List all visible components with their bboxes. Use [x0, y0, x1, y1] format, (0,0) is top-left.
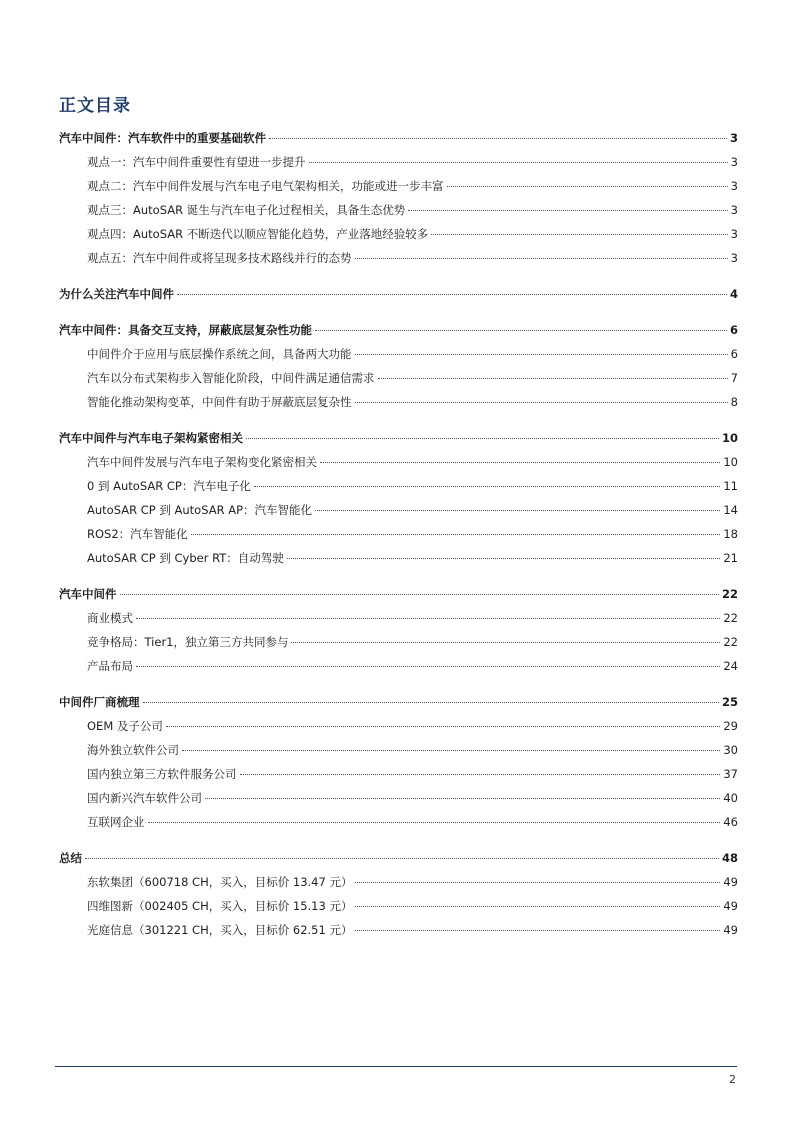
toc-entry-title: 中间件厂商梳理 — [59, 695, 140, 709]
toc-subsection-entry[interactable] — [59, 390, 738, 414]
toc-subsection-entry[interactable] — [59, 474, 738, 498]
toc-subsection-entry[interactable] — [59, 870, 738, 894]
toc-entry-page: 22 — [721, 587, 738, 601]
toc-entry-page: 30 — [723, 743, 738, 757]
toc-subsection-entry[interactable] — [59, 546, 738, 570]
toc-subsection-entry[interactable] — [59, 498, 738, 522]
toc-entry-title: 汽车中间件与汽车电子架构紧密相关 — [59, 431, 243, 445]
footer-divider — [55, 1066, 737, 1067]
toc-entry-page: 49 — [723, 899, 738, 913]
toc-chapter-entry[interactable] — [59, 282, 738, 306]
toc-entry-page: 3 — [730, 203, 738, 217]
toc-entry-page: 8 — [730, 395, 738, 409]
toc-entry-title: OEM 及子公司 — [87, 719, 163, 733]
page-title: 正文目录 — [59, 96, 131, 116]
toc-subsection-entry[interactable] — [59, 606, 738, 630]
toc-entry-title: 智能化推动架构变革，中间件有助于屏蔽底层复杂性 — [87, 395, 352, 409]
toc-entry-title: 为什么关注汽车中间件 — [59, 287, 174, 301]
toc-entry-page: 24 — [723, 659, 738, 673]
toc-entry-page: 6 — [729, 323, 738, 337]
toc-entry-page: 7 — [730, 371, 738, 385]
toc-entry-page: 21 — [723, 551, 738, 565]
dot-leader — [205, 798, 720, 799]
toc-section — [59, 426, 738, 570]
toc-entry-page: 3 — [729, 131, 738, 145]
toc-entry-title: 海外独立软件公司 — [87, 743, 179, 757]
toc-subsection-entry[interactable] — [59, 150, 738, 174]
toc-entry-page: 48 — [721, 851, 738, 865]
dot-leader — [355, 882, 720, 883]
toc-entry-page: 10 — [723, 455, 738, 469]
toc-entry-title: 汽车中间件 — [59, 587, 117, 601]
toc-entry-page: 3 — [730, 227, 738, 241]
toc-entry-title: AutoSAR CP 到 Cyber RT：自动驾驶 — [87, 551, 284, 565]
toc-entry-page: 3 — [730, 251, 738, 265]
toc-entry-page: 18 — [723, 527, 738, 541]
dot-leader — [315, 330, 727, 331]
dot-leader — [355, 354, 728, 355]
toc-subsection-entry[interactable] — [59, 366, 738, 390]
toc-entry-page: 25 — [721, 695, 738, 709]
dot-leader — [246, 438, 719, 439]
dot-leader — [355, 906, 720, 907]
toc-chapter-entry[interactable] — [59, 690, 738, 714]
dot-leader — [177, 294, 727, 295]
dot-leader — [378, 378, 728, 379]
toc-subsection-entry[interactable] — [59, 174, 738, 198]
toc-entry-title: 0 到 AutoSAR CP：汽车电子化 — [87, 479, 251, 493]
toc-subsection-entry[interactable] — [59, 450, 738, 474]
toc-subsection-entry[interactable] — [59, 918, 738, 942]
dot-leader — [182, 750, 720, 751]
toc-entry-title: AutoSAR CP 到 AutoSAR AP：汽车智能化 — [87, 503, 313, 517]
toc-subsection-entry[interactable] — [59, 246, 738, 270]
toc-entry-title: 总结 — [59, 851, 82, 865]
toc-entry-title: 观点五：汽车中间件或将呈现多技术路线并行的态势 — [87, 251, 352, 265]
toc-entry-title: 观点二：汽车中间件发展与汽车电子电气架构相关，功能或进一步丰富 — [87, 179, 444, 193]
dot-leader — [120, 594, 719, 595]
toc-entry-title: 观点一：汽车中间件重要性有望进一步提升 — [87, 155, 306, 169]
toc-entry-title: 互联网企业 — [87, 815, 145, 829]
toc-chapter-entry[interactable] — [59, 126, 738, 150]
toc-section — [59, 582, 738, 678]
toc-entry-title: 商业模式 — [87, 611, 133, 625]
dot-leader — [85, 858, 719, 859]
toc-entry-page: 6 — [730, 347, 738, 361]
toc-entry-page: 49 — [723, 875, 738, 889]
toc-entry-title: 竞争格局：Tier1，独立第三方共同参与 — [87, 635, 289, 649]
toc-entry-page: 3 — [730, 155, 738, 169]
dot-leader — [240, 774, 721, 775]
toc-entry-title: 产品布局 — [87, 659, 133, 673]
toc-entry-page: 11 — [723, 479, 738, 493]
toc-entry-page: 37 — [723, 767, 738, 781]
dot-leader — [136, 618, 720, 619]
toc-section — [59, 690, 738, 834]
toc-entry-title: 汽车以分布式架构步入智能化阶段，中间件满足通信需求 — [87, 371, 375, 385]
toc-entry-page: 4 — [729, 287, 738, 301]
dot-leader — [309, 162, 728, 163]
toc-entry-title: 光庭信息（301221 CH，买入，目标价 62.51 元） — [87, 923, 353, 937]
toc-section — [59, 282, 738, 306]
toc-entry-title: 汽车中间件发展与汽车电子架构变化紧密相关 — [87, 455, 317, 469]
dot-leader — [254, 486, 721, 487]
toc-entry-page: 22 — [723, 635, 738, 649]
toc-entry-title: 中间件介于应用与底层操作系统之间，具备两大功能 — [87, 347, 352, 361]
toc-entry-page: 14 — [723, 503, 738, 517]
dot-leader — [166, 726, 720, 727]
dot-leader — [355, 402, 728, 403]
dot-leader — [431, 234, 727, 235]
toc-chapter-entry[interactable] — [59, 846, 738, 870]
toc-subsection-entry[interactable] — [59, 894, 738, 918]
toc-subsection-entry[interactable] — [59, 762, 738, 786]
toc-entry-title: 四维图新（002405 CH，买入，目标价 15.13 元） — [87, 899, 353, 913]
toc-subsection-entry[interactable] — [59, 738, 738, 762]
toc-entry-title: 观点三：AutoSAR 诞生与汽车电子化过程相关，具备生态优势 — [87, 203, 406, 217]
toc-entry-title: 汽车中间件：具备交互支持，屏蔽底层复杂性功能 — [59, 323, 312, 337]
toc-entry-page: 3 — [730, 179, 738, 193]
toc-chapter-entry[interactable] — [59, 426, 738, 450]
toc-section — [59, 318, 738, 414]
toc-subsection-entry[interactable] — [59, 630, 738, 654]
toc-entry-page: 40 — [723, 791, 738, 805]
toc-entry-title: 观点四：AutoSAR 不断迭代以顺应智能化趋势，产业落地经验较多 — [87, 227, 429, 241]
page-number: 2 — [729, 1073, 736, 1086]
toc-subsection-entry[interactable] — [59, 522, 738, 546]
toc-entry-page: 49 — [723, 923, 738, 937]
dot-leader — [355, 930, 720, 931]
toc-entry-page: 22 — [723, 611, 738, 625]
toc-subsection-entry[interactable] — [59, 654, 738, 678]
toc-entry-title: 东软集团（600718 CH，买入，目标价 13.47 元） — [87, 875, 353, 889]
dot-leader — [136, 666, 720, 667]
toc-entry-title: ROS2：汽车智能化 — [87, 527, 188, 541]
toc-subsection-entry[interactable] — [59, 222, 738, 246]
toc-entry-page: 29 — [723, 719, 738, 733]
dot-leader — [291, 642, 720, 643]
toc-chapter-entry[interactable] — [59, 582, 738, 606]
toc-entry-title: 国内新兴汽车软件公司 — [87, 791, 202, 805]
dot-leader — [447, 186, 728, 187]
toc-chapter-entry[interactable] — [59, 318, 738, 342]
dot-leader — [408, 210, 727, 211]
toc-subsection-entry[interactable] — [59, 198, 738, 222]
toc-entry-page: 46 — [723, 815, 738, 829]
dot-leader — [148, 822, 721, 823]
toc-subsection-entry[interactable] — [59, 786, 738, 810]
dot-leader — [269, 138, 727, 139]
toc-entry-page: 10 — [721, 431, 738, 445]
toc-subsection-entry[interactable] — [59, 342, 738, 366]
toc-section — [59, 846, 738, 942]
dot-leader — [143, 702, 719, 703]
dot-leader — [191, 534, 721, 535]
dot-leader — [315, 510, 720, 511]
dot-leader — [355, 258, 728, 259]
toc-subsection-entry[interactable] — [59, 810, 738, 834]
toc-entry-title: 汽车中间件：汽车软件中的重要基础软件 — [59, 131, 266, 145]
toc-subsection-entry[interactable] — [59, 714, 738, 738]
toc-entry-title: 国内独立第三方软件服务公司 — [87, 767, 237, 781]
table-of-contents — [59, 126, 738, 954]
dot-leader — [320, 462, 720, 463]
dot-leader — [287, 558, 721, 559]
toc-section — [59, 126, 738, 270]
